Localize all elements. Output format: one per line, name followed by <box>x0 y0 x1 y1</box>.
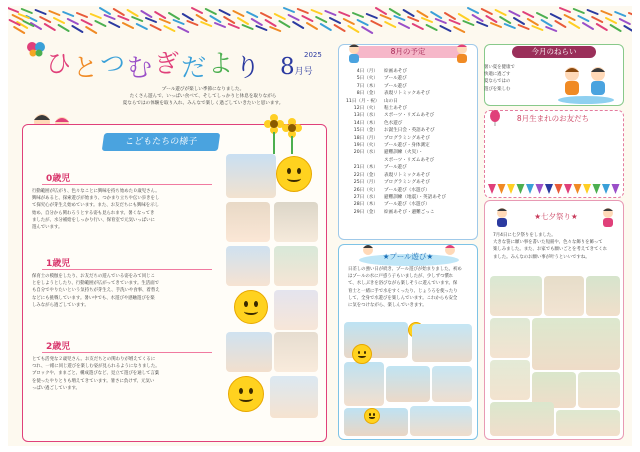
schedule-event: お誕生日会・英語あそび <box>384 128 435 134</box>
schedule-date: 5日（火） <box>356 76 378 82</box>
tanabata-photo <box>490 360 530 400</box>
tanabata-photo <box>578 372 620 408</box>
schedule-date: 14日（木） <box>353 120 378 126</box>
schedule-date: 27日（水） <box>353 194 378 200</box>
pool-photo <box>432 366 472 402</box>
schedule-date: 12日（火） <box>353 106 378 112</box>
smiley-face-icon <box>352 344 372 364</box>
schedule-row <box>346 201 474 208</box>
age1-underline <box>42 269 212 270</box>
schedule-row <box>346 68 474 75</box>
schedule-title: 8月の予定 <box>354 46 462 58</box>
child-photo <box>270 376 318 418</box>
schedule-event: スポーツ・リズムあそび <box>384 157 435 163</box>
title-char: と <box>73 53 101 82</box>
schedule-event: 山の日 <box>384 98 398 104</box>
schedule-row <box>346 98 474 105</box>
tanabata-text: 7月4日に七夕祭りをしました。 大きな笹に願い事を書いた短冊や、色々な飾りを飾って 楽しみました。また、お家でも願いごとを考えてきてくれ ました。みんなのお願い事が叶うといいですね。 <box>493 233 608 260</box>
age2-text: とても活発な２歳児さん。お友だちとの関わりが増えてくるに つれ、一緒に同じ遊びを楽しむ姿が見られるようになりました。 ブロックや、ままごと、構成遊びなど、見立て遊びを通して言葉 を使ったやりとりも増えてきています。暑さに負けず、元気い っぱい過ごしています。 <box>32 357 160 391</box>
schedule-date: 22日（金） <box>353 172 378 178</box>
smiley-face-icon <box>364 408 380 424</box>
child-doll-icon <box>344 42 364 64</box>
schedule-event: プール遊び <box>384 165 407 171</box>
kids-section-banner: こどもたちの様子 <box>102 133 221 151</box>
schedule-date: 29日（金） <box>353 209 378 215</box>
title-char: ぎ <box>154 49 182 78</box>
schedule-event: 表現リトミックあそび <box>384 91 430 97</box>
schedule-event: プログラミングあそび <box>384 180 430 186</box>
age0-text: 行動範囲が広がり、色々なことに興味を持ち始めた０歳児さん。 興味があると、探索遊びが始まり、つかまり立ちや伝い歩きをし て探究心が芽生え始めています。また、お友だちにも興味を示し 始め、自分から関わろうとする姿も見られます。暑くなってき ましたが、水分補給をしっかり行い、保育室で元気いっぱいに 遊んでいます。 <box>32 189 160 231</box>
age0-underline <box>42 184 212 185</box>
age1-heading: 1歳児 <box>46 259 71 269</box>
goals-list: 暑い夏を健康で 快適に過ごす 夏ならではの 遊びを楽しむ <box>484 65 515 92</box>
title-char: む <box>127 53 155 82</box>
child-photo <box>226 154 276 198</box>
tanabata-photo <box>586 276 620 316</box>
schedule-date: 15日（金） <box>353 128 378 134</box>
schedule-date: 19日（火） <box>353 143 378 149</box>
tanabata-photo <box>544 276 584 316</box>
tanabata-photo <box>490 276 542 316</box>
schedule-row <box>346 194 474 201</box>
birthday-title: 8月生まれのお友だち <box>516 114 590 123</box>
schedule-date: 8日（金） <box>356 91 378 97</box>
child-photo <box>226 332 272 372</box>
title-char: り <box>235 53 263 82</box>
schedule-date: 13日（水） <box>353 113 378 119</box>
child-photo <box>274 246 318 286</box>
newsletter-page <box>8 6 632 446</box>
schedule-event: プール遊び <box>384 76 407 82</box>
schedule-date: 18日（月） <box>353 135 378 141</box>
schedule-row <box>346 172 474 179</box>
crayon-border-decoration <box>8 6 632 40</box>
title-char: つ <box>100 49 128 78</box>
schedule-date: 21日（木） <box>353 165 378 171</box>
child-doll-icon <box>452 42 472 64</box>
schedule-row <box>346 157 474 164</box>
schedule-row <box>346 135 474 142</box>
schedule-row <box>346 127 474 134</box>
kids-playing-illustration <box>554 60 620 104</box>
schedule-event: 絵画あそび <box>384 69 407 74</box>
issue-month: 8月号 <box>280 54 313 80</box>
schedule-event: 絵画あそび・避難ごっこ <box>384 209 435 215</box>
child-photo <box>274 332 318 372</box>
bunting-decoration <box>488 182 622 196</box>
pool-photo <box>344 362 384 406</box>
schedule-event: 表現リトミックあそび <box>384 172 430 178</box>
intro-message: プール遊びが楽しい季節になりました。 たくさん遊んで、いっぱい食べて、そしてしっかりと休息を取りながら 夏ならではの体験を取り入れ、みんなで楽しく過ごしていきたいと思います。 <box>122 87 284 106</box>
schedule-row <box>346 164 474 171</box>
issue-year: 2025 <box>304 51 322 59</box>
age0-heading: 0歳児 <box>46 174 71 184</box>
pool-photo <box>410 406 472 436</box>
schedule-event: プログラミングあそび <box>384 135 430 141</box>
age2-underline <box>42 352 212 353</box>
schedule-event: プール遊び・身体測定 <box>384 143 430 149</box>
title-char: だ <box>181 53 209 82</box>
newsletter-title <box>46 46 262 82</box>
schedule-event: 色水遊び <box>384 120 403 126</box>
pool-text: 日差しの強い日が続き、プール遊びが始まりました。初め はプールの水に戸惑う子もいましたが、少しずつ慣れ て、水しぶきを浴びながら楽しそうに遊んでいます。保 育士と一緒に手で水をすくったり、じょうろを使ったり して、全身で水遊びを楽しんでいます。これからも安全 に気をつけながら、楽しんでいきます。 <box>348 267 462 309</box>
schedule-date: 7日（木） <box>356 83 378 89</box>
age1-text: 保育士の模倣をしたり、お友だちの遊んでいる姿をみて同じこ とをしようとしたり、行動範囲が広がってきています。生活面で も自分でやりたいという気持ちが芽生え、手洗いや食事、着替え などにも挑戦しています。暑い中でも、水遊びや感触遊びを楽 しみながら過ごしています。 <box>32 274 160 308</box>
child-photo <box>274 290 318 330</box>
schedule-row <box>346 179 474 186</box>
tanabata-title: ★七夕祭り★ <box>534 212 578 221</box>
schedule-date: 11日（月・祝） <box>346 98 380 104</box>
schedule-event: スポーツ・リズムあそび <box>384 113 435 119</box>
tanabata-photo <box>556 410 620 436</box>
butterfly-icon <box>26 40 46 58</box>
goals-title: 今月のねらい <box>512 46 596 58</box>
schedule-date: 26日（火） <box>353 187 378 193</box>
schedule-row <box>346 105 474 112</box>
child-photo <box>226 246 270 286</box>
smiley-face-icon <box>276 156 312 192</box>
schedule-list <box>346 68 474 216</box>
child-photo <box>226 202 270 242</box>
balloon-icon <box>488 110 502 126</box>
pool-title: ★プール遊び★ <box>382 252 434 261</box>
child-doll-icon <box>492 206 512 228</box>
schedule-event: プール遊び（水遊び） <box>384 187 430 193</box>
child-doll-icon <box>598 206 618 228</box>
schedule-row <box>346 187 474 194</box>
pool-photo <box>386 366 430 402</box>
tanabata-photo <box>490 318 530 358</box>
schedule-date: 28日（木） <box>353 202 378 208</box>
title-char: ひ <box>46 49 74 78</box>
schedule-row <box>346 120 474 127</box>
pool-photo <box>412 324 472 362</box>
sunflower-icon <box>260 110 306 156</box>
schedule-row <box>346 209 474 216</box>
schedule-row <box>346 142 474 149</box>
schedule-row <box>346 112 474 119</box>
schedule-event: プール遊び（水遊び） <box>384 202 430 208</box>
schedule-date: 4日（月） <box>356 69 378 74</box>
schedule-row <box>346 149 474 156</box>
age2-heading: 2歳児 <box>46 342 71 352</box>
schedule-row <box>346 83 474 90</box>
schedule-event: 避難訓練（火災）・ <box>384 150 424 156</box>
tanabata-photo <box>532 318 620 370</box>
schedule-date: 20日（水） <box>353 150 378 156</box>
schedule-event: 粘土あそび <box>384 106 407 112</box>
schedule-row <box>346 75 474 82</box>
schedule-event: 避難訓練（地震）・英語あそび <box>384 194 447 200</box>
title-char: よ <box>208 49 236 78</box>
smiley-face-icon <box>234 290 268 324</box>
child-photo <box>274 202 318 242</box>
schedule-row <box>346 90 474 97</box>
tanabata-photo <box>490 402 554 436</box>
schedule-event: プール遊び <box>384 83 407 89</box>
schedule-date <box>346 157 384 164</box>
schedule-date: 25日（月） <box>353 180 378 186</box>
smiley-face-icon <box>228 376 264 412</box>
